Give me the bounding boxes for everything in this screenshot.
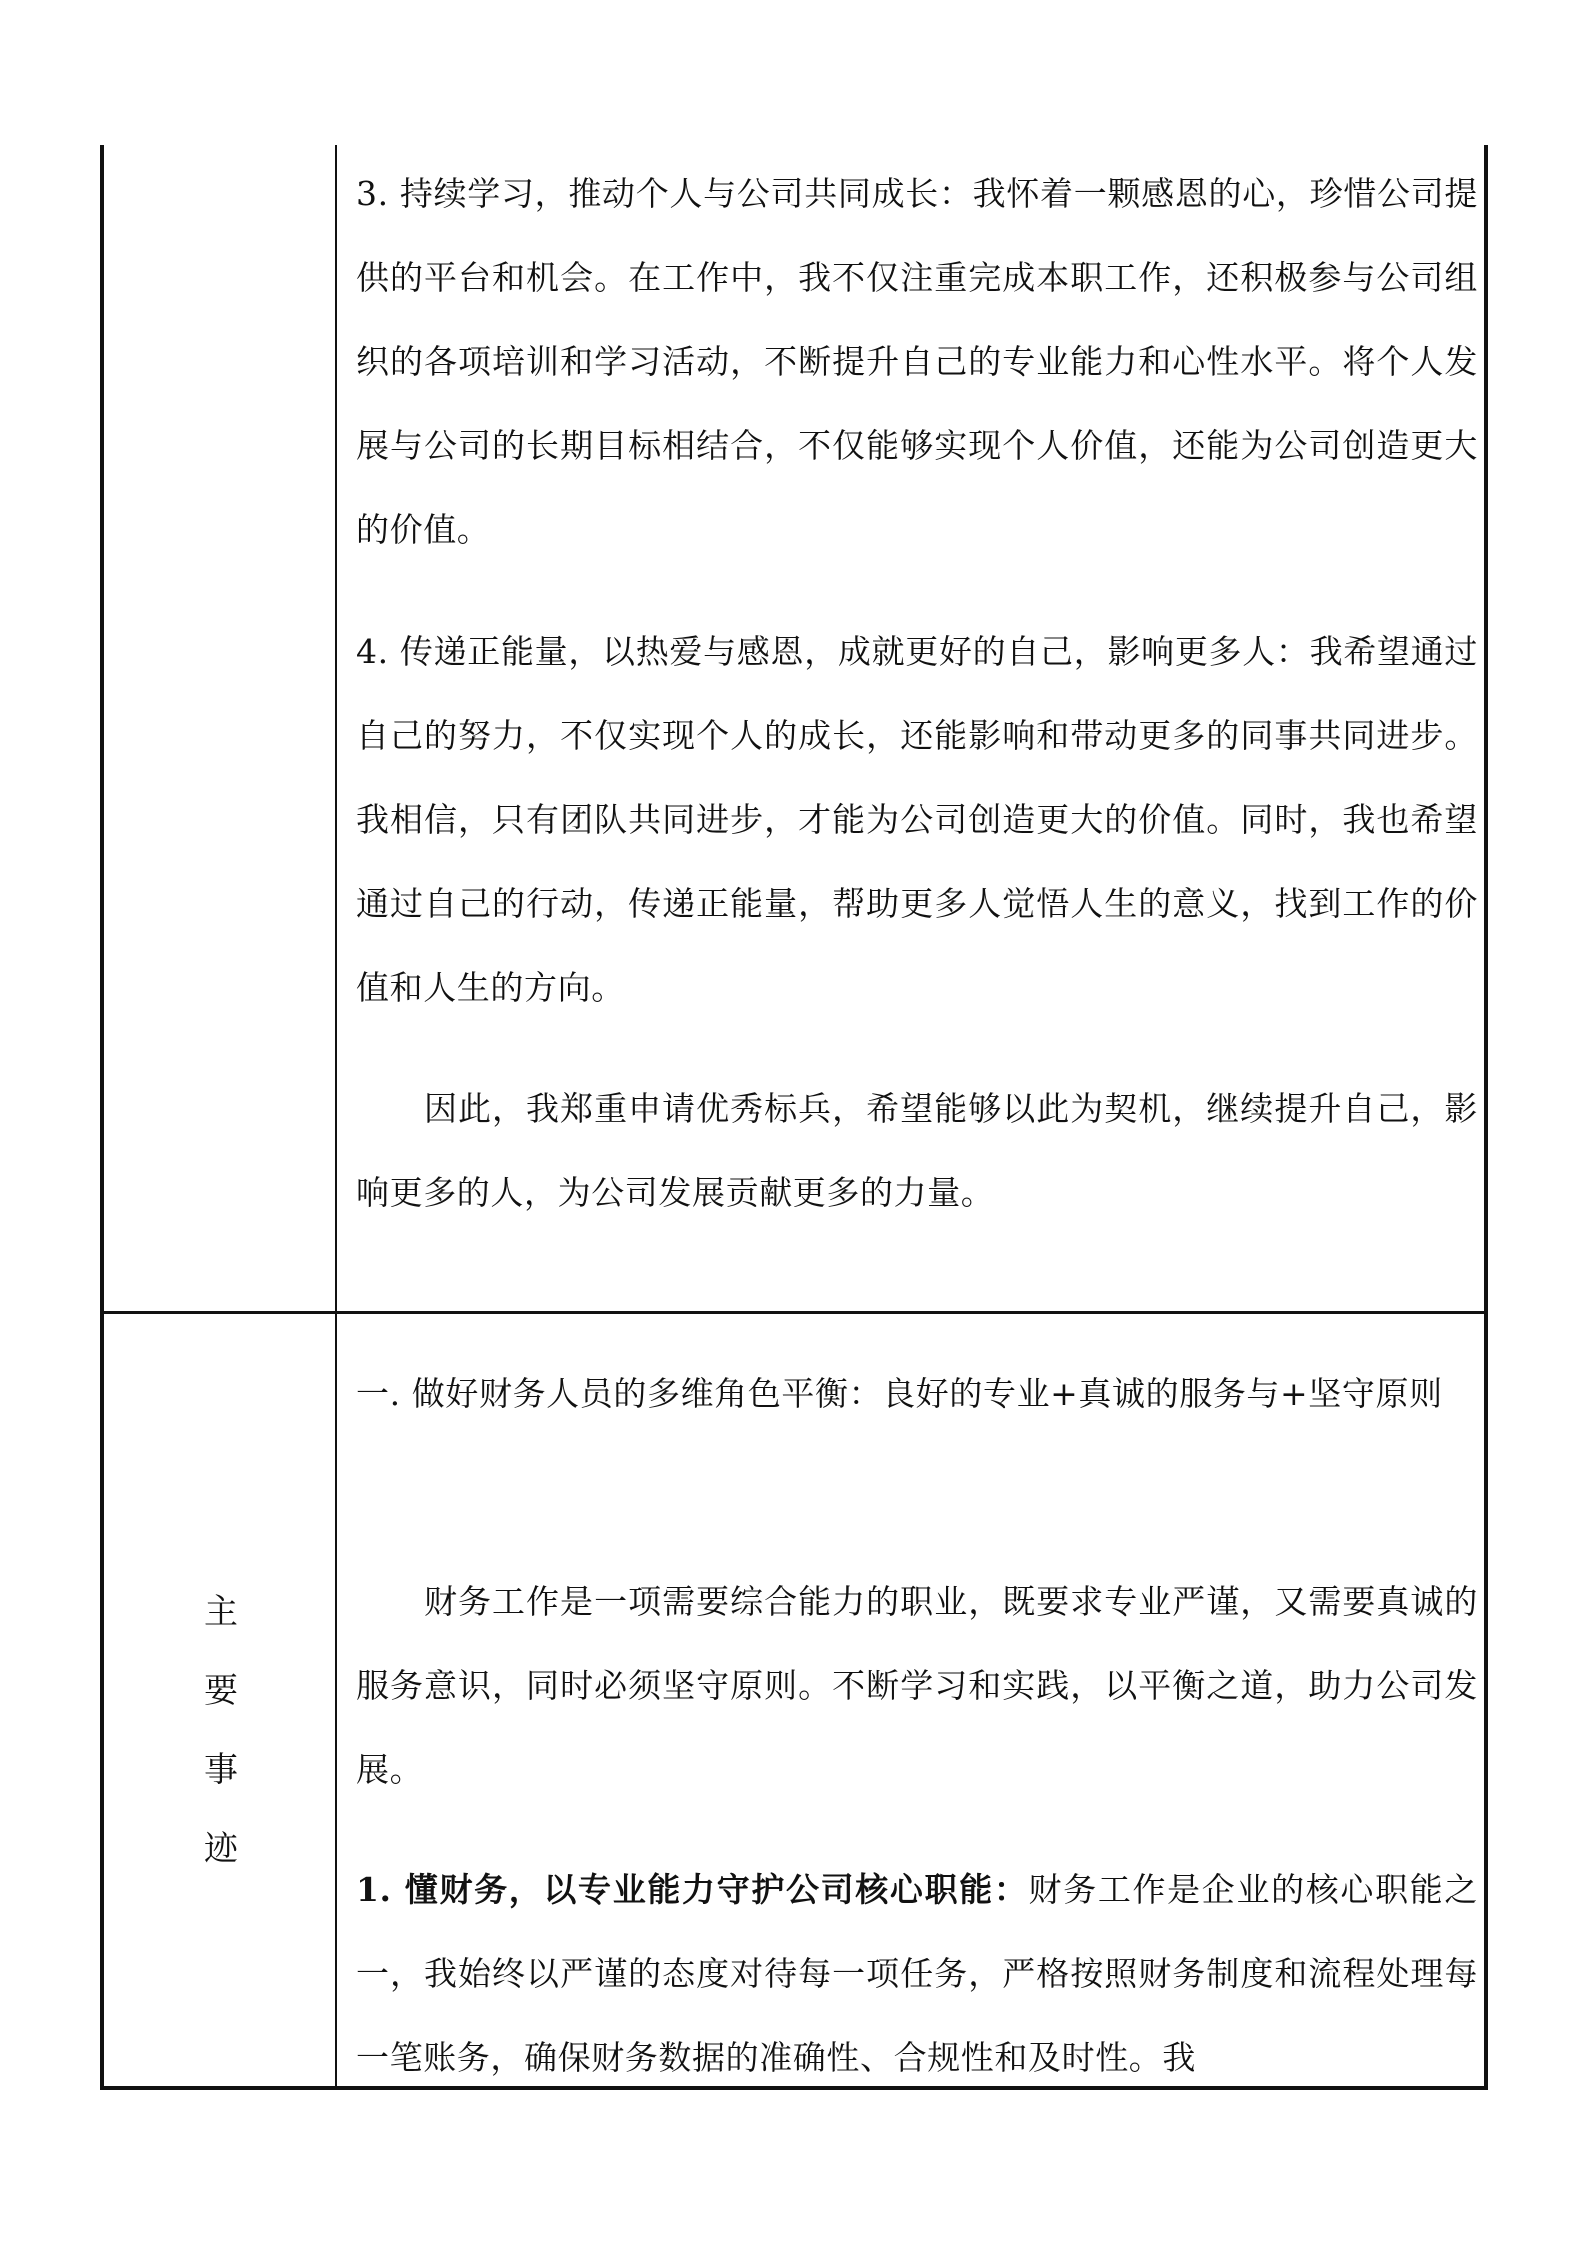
label-char: 迹 (204, 1829, 238, 1869)
table-left-border (100, 145, 104, 2090)
paragraph-conclusion: 因此，我郑重申请优秀标兵，希望能够以此为契机，继续提升自己，影响更多的人，为公司发展贡献更多的力量。 (356, 1089, 1478, 1212)
paragraph-item-4: 4. 传递正能量，以热爱与感恩，成就更好的自己，影响更多人：我希望通过自己的努力，不仅实现个人的成长，还能影响和带动更多的同事共同进步。我相信，只有团队共同进步，才能为公司创造更大的价值。同时，我也希望通过自己的行动，传递正能量，帮助更多人觉悟人生的意义，找到工作的价值和人生的方向。 (356, 632, 1478, 1007)
table-row-divider (100, 1311, 1488, 1314)
paragraph-item-3: 3. 持续学习，推动个人与公司共同成长：我怀着一颗感恩的心，珍惜公司提供的平台和机会。在工作中，我不仅注重完成本职工作，还积极参与公司组织的各项培训和学习活动，不断提升自己的专业能力和心性水平。将个人发展与公司的长期目标相结合，不仅能够实现个人价值，还能为公司创造更大的价值。 (356, 174, 1478, 549)
section-label-main-deeds (200, 1573, 242, 1889)
section-heading: 一. 做好财务人员的多维角色平衡：良好的专业+真诚的服务与+坚守原则 (356, 1374, 1443, 1413)
table-column-divider (335, 145, 337, 2090)
label-char: 事 (204, 1750, 238, 1790)
paragraph-intro: 财务工作是一项需要综合能力的职业，既要求专业严谨，又需要真诚的服务意识，同时必须坚守原则。不断学习和实践，以平衡之道，助力公司发展。 (356, 1582, 1478, 1789)
item-1-body: 财务工作是企业的核心职能之一，我始终以严谨的态度对待每一项任务，严格按照财务制度和流程处理每一笔账务，确保财务数据的准确性、合规性和及时性。我 (356, 1870, 1478, 2077)
item-1-lead: 1. 懂财务，以专业能力守护公司核心职能： (356, 1870, 1029, 1909)
label-char: 要 (204, 1671, 238, 1711)
paragraph-item-1 (356, 1848, 1478, 2100)
table-right-border (1484, 145, 1488, 2090)
label-char: 主 (204, 1592, 238, 1632)
